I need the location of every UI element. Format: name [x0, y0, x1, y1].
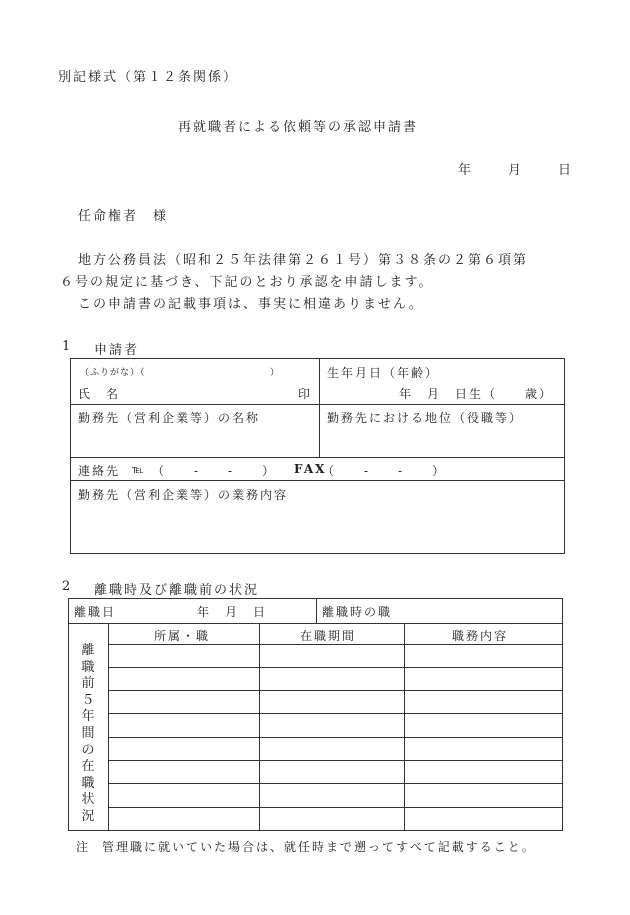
position-label: 勤務先における地位（役職等） — [327, 411, 524, 425]
employer-name-label: 勤務先（営利企業等）の名称 — [78, 411, 261, 425]
side-label: 離職前５年間の在職状況 — [81, 643, 95, 824]
date-month: 月 — [508, 163, 524, 178]
date-year: 年 — [458, 163, 474, 178]
seal-mark: 印 — [298, 387, 313, 401]
document-title: 再就職者による依頼等の承認申請書 — [178, 120, 419, 135]
addressee: 任命権者 様 — [78, 209, 169, 224]
form-reference: 別記様式（第１２条関係） — [58, 70, 239, 85]
body-line-3: この申請書の記載事項は、事実に相違ありません。 — [78, 297, 424, 312]
fax-label: FAX — [294, 462, 327, 476]
business-label: 勤務先（営利企業等）の業務内容 — [78, 488, 289, 502]
retire-date-label: 離職日 — [74, 605, 117, 619]
section2-number: 2 — [62, 579, 73, 594]
body-line-1: 地方公務員法（昭和２５年法律第２６１号）第３８条の２第６項第 — [78, 253, 529, 268]
tel-format: （ - - ） — [152, 464, 277, 478]
date-day: 日 — [558, 163, 574, 178]
contact-label: 連絡先 — [78, 464, 121, 478]
column-header-duties: 職務内容 — [452, 629, 509, 643]
retire-date-format: 年 月 日 — [197, 605, 268, 619]
note-text: 管理職に就いていた場合は、就任時まで遡ってすべて記載すること。 — [102, 840, 536, 854]
column-header-dept: 所属・職 — [154, 629, 211, 643]
birth-format: 年 月 日生（ 歳） — [399, 387, 554, 401]
note-label: 注 — [76, 840, 91, 854]
tel-icon: ℡ — [132, 463, 145, 476]
column-header-period: 在職期間 — [300, 629, 357, 643]
section1-number: 1 — [62, 339, 73, 354]
furigana-close: ） — [270, 368, 281, 378]
name-label: 氏 名 — [78, 387, 121, 401]
fax-format: （ - - ） — [322, 464, 447, 478]
section1-heading: 申請者 — [94, 343, 140, 358]
section2-heading: 離職時及び離職前の状況 — [94, 583, 260, 598]
retire-position-label: 離職時の職 — [322, 605, 393, 619]
furigana-label: （ふりがな）（ — [80, 368, 146, 378]
birth-label: 生年月日（年齢） — [327, 366, 440, 380]
body-line-2: ６号の規定に基づき、下記のとおり承認を申請します。 — [60, 275, 434, 290]
